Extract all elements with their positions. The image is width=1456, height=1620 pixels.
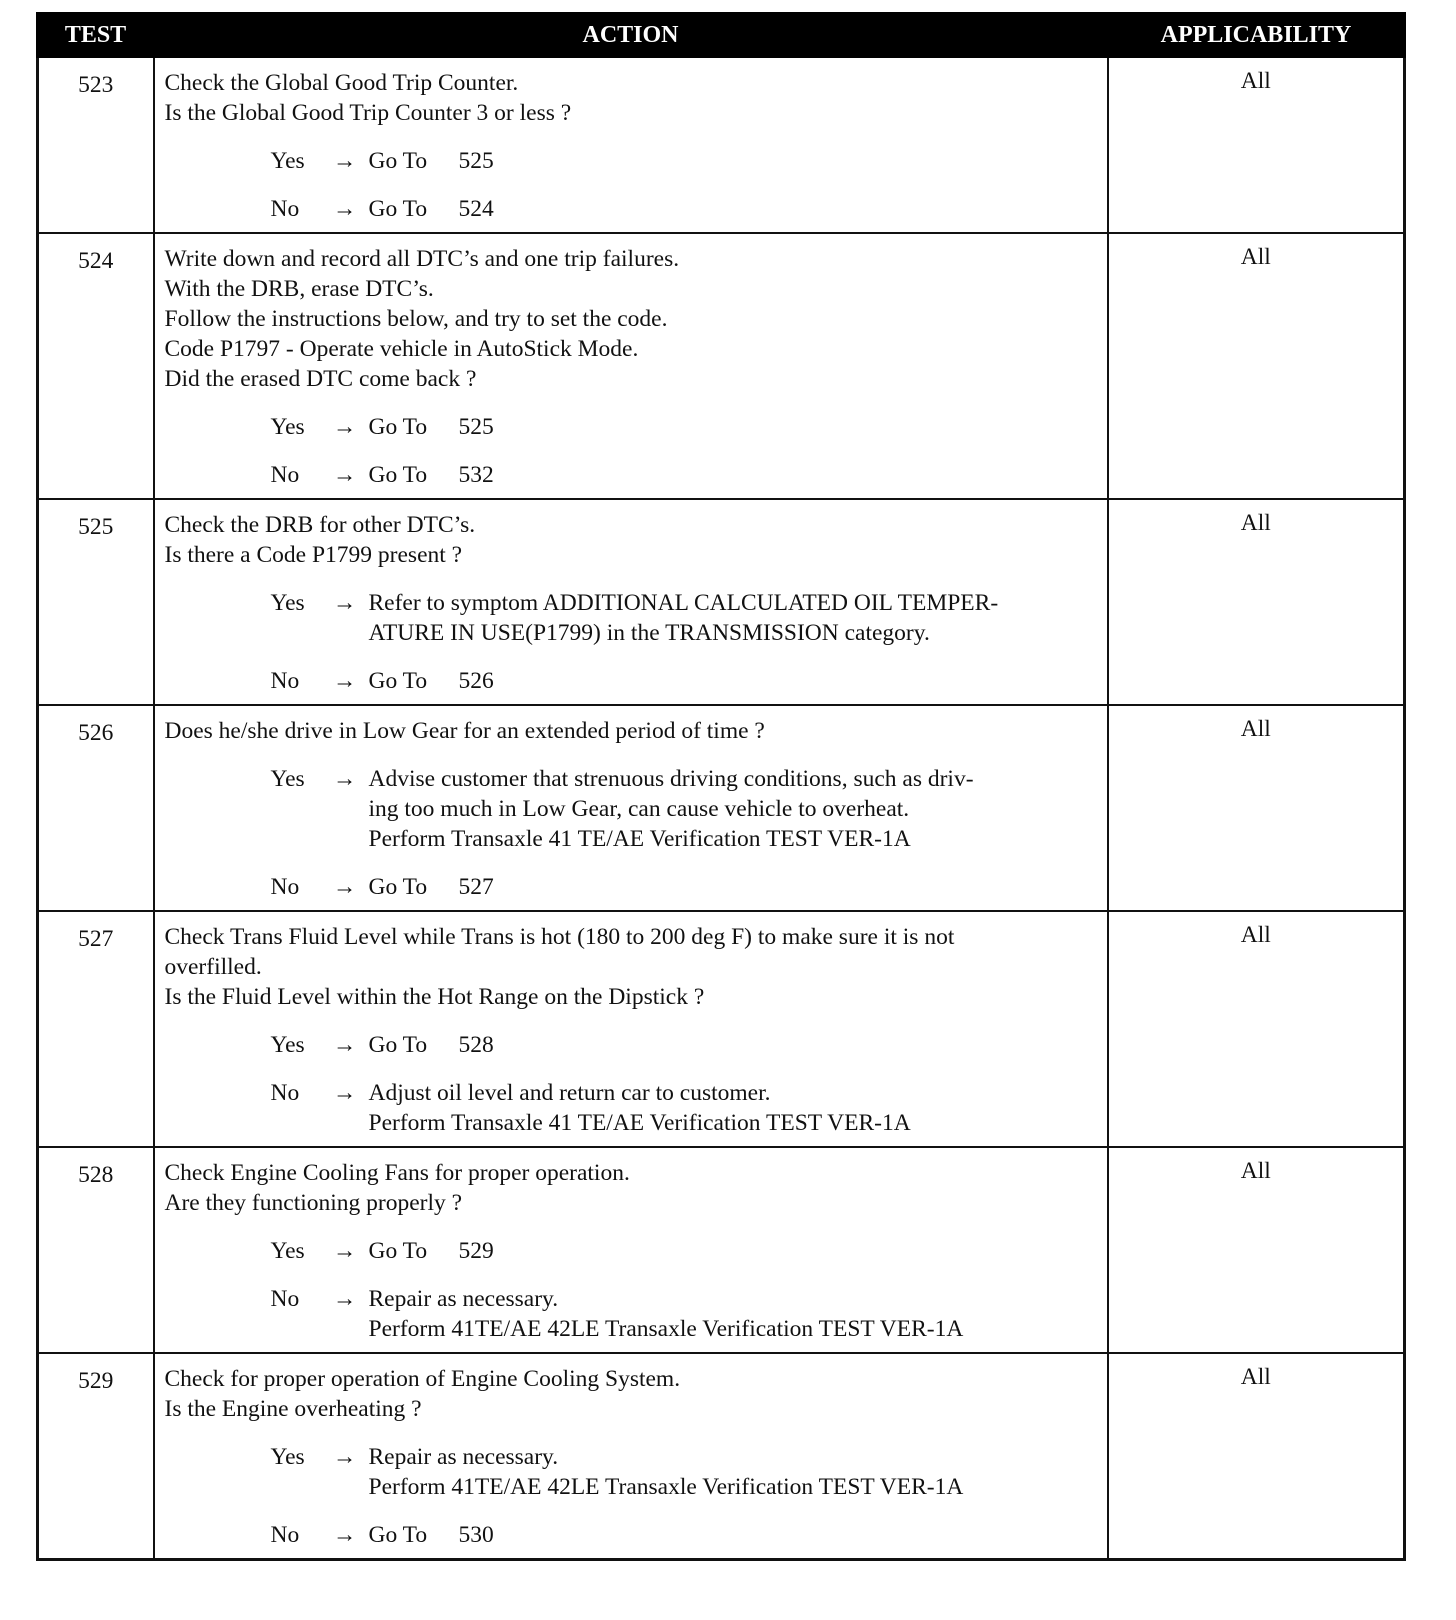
test-number: 528	[38, 1147, 154, 1353]
action-cell	[154, 1353, 1108, 1560]
no-label: No	[270, 196, 300, 222]
question-text: Does he/she drive in Low Gear for an extended period of time ?	[164, 718, 765, 744]
answer-text: Refer to symptom ADDITIONAL CALCULATED OIL TEMPER- ATURE IN USE(P1799) in the TRANSMISSION category.	[368, 590, 999, 646]
action-cell	[154, 57, 1108, 234]
goto-target: 527	[458, 874, 494, 900]
goto-label: Go To	[368, 1238, 428, 1264]
goto-label: Go To	[368, 1522, 428, 1548]
arrow-icon: →	[332, 1286, 357, 1312]
arrow-icon: →	[332, 148, 357, 174]
no-label: No	[270, 1522, 300, 1548]
goto-label: Go To	[368, 668, 428, 694]
no-branch	[165, 194, 1101, 224]
yes-label: Yes	[270, 1444, 305, 1470]
table-row	[38, 1147, 1405, 1353]
test-number: 526	[38, 705, 154, 911]
arrow-icon: →	[332, 1238, 357, 1264]
action-cell	[154, 911, 1108, 1147]
yes-branch	[165, 1236, 1101, 1266]
table-row	[38, 57, 1405, 234]
no-branch	[165, 1078, 1101, 1138]
header-test: TEST	[38, 14, 154, 57]
goto-target: 524	[458, 196, 494, 222]
question-text: Check Trans Fluid Level while Trans is hot (180 to 200 deg F) to make sure it is not overfilled. Is the Fluid Level within the Hot Range on the Dipstick ?	[164, 924, 955, 1010]
arrow-icon: →	[332, 1032, 357, 1058]
arrow-icon: →	[332, 1444, 357, 1470]
test-number: 525	[38, 499, 154, 705]
applicability-value: All	[1108, 57, 1405, 234]
question-text: Check for proper operation of Engine Cooling System. Is the Engine overheating ?	[164, 1366, 681, 1422]
no-label: No	[270, 874, 300, 900]
yes-branch	[165, 588, 1101, 648]
applicability-value: All	[1108, 233, 1405, 499]
arrow-icon: →	[332, 1080, 357, 1106]
goto-label: Go To	[368, 148, 428, 174]
question-text: Write down and record all DTC’s and one trip failures. With the DRB, erase DTC’s. Follow the instructions below, and try to set the code. Code P1797 - Operate vehicle in AutoStick Mode. Did the erased DTC come back ?	[164, 246, 680, 392]
no-label: No	[270, 462, 300, 488]
no-branch	[165, 1284, 1101, 1344]
table-row	[38, 1353, 1405, 1560]
yes-label: Yes	[270, 1032, 305, 1058]
arrow-icon: →	[332, 196, 357, 222]
no-branch	[165, 460, 1101, 490]
goto-target: 528	[458, 1032, 494, 1058]
yes-branch	[165, 412, 1101, 442]
applicability-value: All	[1108, 705, 1405, 911]
test-number: 527	[38, 911, 154, 1147]
question-text: Check Engine Cooling Fans for proper operation. Are they functioning properly ?	[164, 1160, 630, 1216]
goto-label: Go To	[368, 462, 428, 488]
goto-label: Go To	[368, 874, 428, 900]
yes-label: Yes	[270, 414, 305, 440]
diagnostic-test-table	[36, 12, 1403, 1561]
no-branch	[165, 872, 1101, 902]
yes-branch	[165, 1442, 1101, 1502]
test-number: 529	[38, 1353, 154, 1560]
arrow-icon: →	[332, 766, 357, 792]
action-cell	[154, 1147, 1108, 1353]
table-row	[38, 499, 1405, 705]
no-label: No	[270, 1286, 300, 1312]
action-cell	[154, 233, 1108, 499]
goto-label: Go To	[368, 1032, 428, 1058]
goto-label: Go To	[368, 196, 428, 222]
goto-target: 529	[458, 1238, 494, 1264]
applicability-value: All	[1108, 499, 1405, 705]
table-row	[38, 705, 1405, 911]
no-branch	[165, 1520, 1101, 1550]
answer-text: Advise customer that strenuous driving conditions, such as driv- ing too much in Low Gear, can cause vehicle to overheat. Perform Transaxle 41 TE/AE Verification TEST VER-1A	[368, 766, 974, 852]
applicability-value: All	[1108, 911, 1405, 1147]
goto-target: 530	[458, 1522, 494, 1548]
yes-label: Yes	[270, 1238, 305, 1264]
yes-branch	[165, 764, 1101, 854]
goto-target: 526	[458, 668, 494, 694]
no-label: No	[270, 1080, 300, 1106]
goto-target: 525	[458, 414, 494, 440]
yes-label: Yes	[270, 148, 305, 174]
question-text: Check the DRB for other DTC’s. Is there a Code P1799 present ?	[164, 512, 476, 568]
applicability-value: All	[1108, 1147, 1405, 1353]
no-label: No	[270, 668, 300, 694]
test-number: 523	[38, 57, 154, 234]
no-branch	[165, 666, 1101, 696]
goto-target: 532	[458, 462, 494, 488]
arrow-icon: →	[332, 1522, 357, 1548]
arrow-icon: →	[332, 668, 357, 694]
goto-target: 525	[458, 148, 494, 174]
table-header-row	[38, 14, 1405, 57]
arrow-icon: →	[332, 874, 357, 900]
header-action: ACTION	[154, 14, 1108, 57]
yes-branch	[165, 146, 1101, 176]
arrow-icon: →	[332, 590, 357, 616]
answer-text: Repair as necessary. Perform 41TE/AE 42LE Transaxle Verification TEST VER-1A	[368, 1444, 964, 1500]
applicability-value: All	[1108, 1353, 1405, 1560]
table-row	[38, 911, 1405, 1147]
action-cell	[154, 705, 1108, 911]
goto-label: Go To	[368, 414, 428, 440]
yes-label: Yes	[270, 590, 305, 616]
answer-text: Adjust oil level and return car to customer. Perform Transaxle 41 TE/AE Verification TEST VER-1A	[368, 1080, 911, 1136]
action-cell	[154, 499, 1108, 705]
yes-branch	[165, 1030, 1101, 1060]
arrow-icon: →	[332, 462, 357, 488]
answer-text: Repair as necessary. Perform 41TE/AE 42LE Transaxle Verification TEST VER-1A	[368, 1286, 964, 1342]
arrow-icon: →	[332, 414, 357, 440]
test-number: 524	[38, 233, 154, 499]
table-row	[38, 233, 1405, 499]
yes-label: Yes	[270, 766, 305, 792]
question-text: Check the Global Good Trip Counter. Is the Global Good Trip Counter 3 or less ?	[164, 70, 572, 126]
header-applicability: APPLICABILITY	[1108, 14, 1405, 57]
